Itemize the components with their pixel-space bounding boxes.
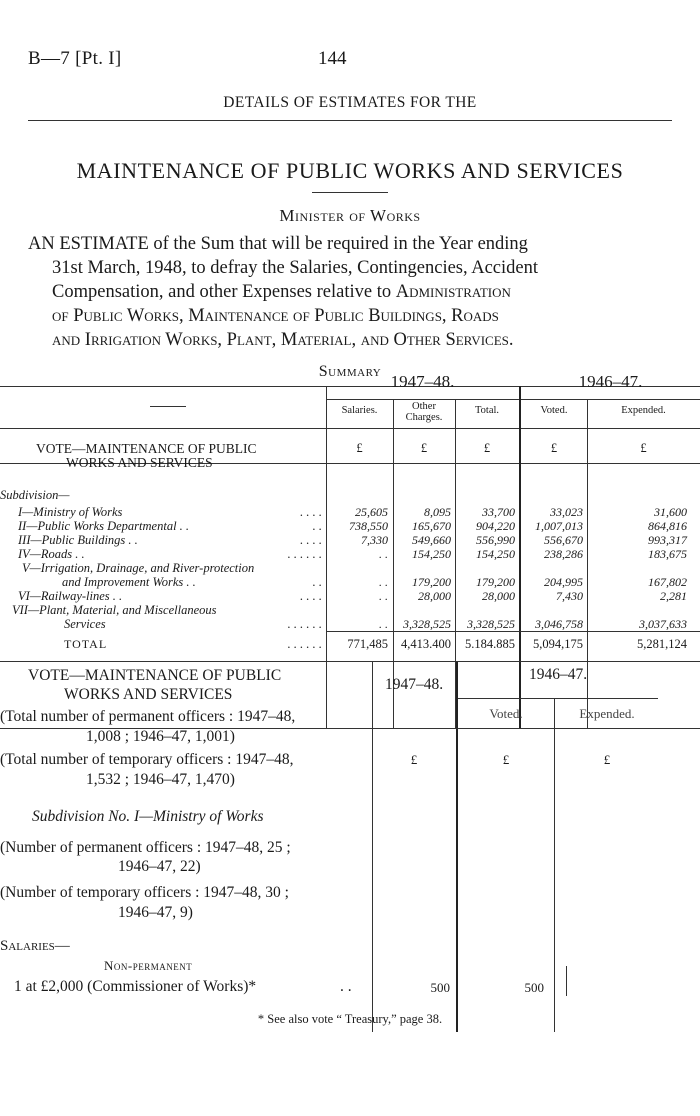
row-total: 28,000: [482, 589, 515, 603]
row-label: IV—Roads . .: [18, 547, 85, 561]
summary-row: [0, 533, 700, 547]
row-label: III—Public Buildings . .: [18, 533, 138, 547]
row-other: 165,670: [412, 519, 451, 533]
s2-temp-1: (Total number of temporary officers : 1947–48,: [0, 751, 294, 768]
total-total: 5.184.885: [465, 637, 515, 651]
s2-perm-2: 1,008 ; 1946–47, 1,001): [86, 728, 235, 745]
page-title: MAINTENANCE OF PUBLIC WORKS AND SERVICES: [76, 158, 624, 183]
total-dots: . . . . . .: [287, 637, 322, 651]
summary-pound-vot: £: [550, 441, 558, 455]
summary-pound-exp: £: [640, 441, 647, 455]
col-expended: Expended.: [621, 405, 666, 416]
total-voted: 5,094,175: [533, 637, 583, 651]
s2-col-expended: Expended.: [579, 706, 635, 721]
row-other: 154,250: [412, 547, 451, 561]
s2-sub-temp-1: (Number of temporary officers : 1947–48, 30 ;: [0, 884, 289, 901]
total-bottom-rule: [0, 661, 700, 662]
summary-row: [0, 547, 700, 561]
row-dots: . . . .: [300, 533, 322, 547]
summary-head-rule: [0, 428, 700, 429]
row-voted: 238,286: [544, 547, 583, 561]
row-expended: 993,317: [648, 533, 687, 547]
estimate-line-1: AN ESTIMATE of the Sum that will be required in the Year ending: [28, 234, 528, 254]
row-other: 549,660: [412, 533, 451, 547]
s2-item-dots: . .: [340, 978, 352, 995]
summary-heading: Summary: [318, 363, 382, 380]
row-expended: 3,037,633: [639, 617, 687, 631]
summary-year-2: 1946–47.: [578, 372, 643, 391]
s2-amount-1948: 500: [430, 980, 450, 995]
summary-years-rule: [326, 399, 700, 400]
s2-vote-line-1: VOTE—MAINTENANCE OF PUBLIC: [28, 667, 282, 684]
s2-head-rule: [372, 728, 658, 729]
row-expended: 31,600: [654, 505, 687, 519]
title-rule: [312, 192, 388, 193]
summary-row: [0, 561, 700, 575]
row-other: 179,200: [412, 575, 451, 589]
footnote: * See also vote “ Treasury,” page 38.: [257, 1012, 443, 1026]
summary-pound-oth: £: [420, 441, 428, 455]
row-total: 154,250: [476, 547, 515, 561]
s2-pound-expended: £: [603, 752, 611, 767]
row-label: II—Public Works Departmental . .: [18, 519, 190, 533]
summary-vote-line-2: WORKS AND SERVICES: [66, 455, 213, 470]
total-salaries: 771,485: [347, 637, 388, 651]
row-voted: 3,046,758: [535, 617, 583, 631]
s2-amount-voted: 500: [524, 980, 544, 995]
row-total: 904,220: [476, 519, 515, 533]
row-expended: 183,675: [648, 547, 687, 561]
summary-year-1: 1947–48.: [390, 372, 455, 391]
row-label: I—Ministry of Works: [18, 505, 123, 519]
summary-divider-short: [150, 406, 186, 407]
total-top-rule: [326, 631, 700, 632]
row-label: V—Irrigation, Drainage, and River-protection: [22, 561, 255, 575]
s2-pound-voted: £: [502, 752, 510, 767]
row-dots: . . . .: [300, 589, 322, 603]
estimate-line-3: [28, 280, 660, 304]
row-dots: . .: [312, 519, 322, 533]
col-other-1: Other: [412, 401, 436, 412]
page-subtitle: DETAILS OF ESTIMATES FOR THE: [223, 94, 477, 111]
row-dots: . . . . . .: [287, 617, 322, 631]
summary-pound-tot: £: [483, 441, 491, 455]
row-salaries: 7,330: [361, 533, 388, 547]
row-salaries: . .: [379, 575, 388, 589]
row-voted: 1,007,013: [535, 519, 583, 533]
s2-bracket: [566, 966, 567, 996]
s2-year-2: 1946–47.: [528, 666, 588, 683]
row-other: 28,000: [418, 589, 451, 603]
row-total: 3,328,525: [467, 617, 515, 631]
col-other-2: Charges.: [405, 412, 443, 423]
s2-col-voted: Voted.: [489, 706, 523, 721]
subdivision-label: Subdivision—: [0, 488, 70, 502]
col-voted: Voted.: [540, 405, 568, 416]
row-total: 179,200: [476, 575, 515, 589]
s2-temp-2: 1,532 ; 1946–47, 1,470): [86, 771, 235, 788]
row-salaries: . .: [379, 547, 388, 561]
s2-pound-1948: £: [410, 752, 418, 767]
row-voted: 33,023: [550, 505, 583, 519]
s2-sub-perm-2: 1946–47, 22): [118, 858, 201, 875]
estimate-line-5: and Irrigation Works, Plant, Material, and Other Services.: [52, 330, 514, 350]
row-label: VII—Plant, Material, and Miscellaneous: [12, 603, 217, 617]
s2-nonperm-heading: Non-permanent: [104, 958, 193, 973]
s2-year-rule: [458, 698, 658, 699]
row-total: 33,700: [482, 505, 515, 519]
row-salaries: . .: [379, 617, 388, 631]
summary-row: [0, 519, 700, 533]
row-label: and Improvement Works . .: [62, 575, 196, 589]
row-total: 556,990: [476, 533, 515, 547]
row-salaries: 25,605: [355, 505, 388, 519]
s2-item-commissioner: 1 at £2,000 (Commissioner of Works)*: [14, 978, 257, 995]
row-expended: 864,816: [648, 519, 687, 533]
s2-subdivision: Subdivision No. I—Ministry of Works: [32, 808, 264, 825]
total-other: 4,413.400: [401, 637, 451, 651]
col-total: Total.: [474, 405, 500, 416]
s2-year-1: 1947–48.: [384, 676, 444, 693]
row-dots: . . . .: [300, 505, 322, 519]
total-expended: 5,281,124: [637, 637, 687, 651]
row-label: VI—Railway-lines . .: [18, 589, 123, 603]
estimate-line-4: of Public Works, Maintenance of Public Buildings, Roads: [52, 306, 499, 326]
s2-sub-temp-2: 1946–47, 9): [118, 904, 193, 921]
col-salaries: Salaries.: [341, 405, 378, 416]
row-dots: . . . . . .: [287, 547, 322, 561]
row-voted: 204,995: [544, 575, 583, 589]
summary-row: [0, 575, 700, 589]
s2-vline-1: [372, 662, 373, 1032]
summary-row: [0, 617, 700, 631]
row-salaries: 738,550: [349, 519, 388, 533]
col-other: [393, 401, 455, 423]
row-dots: . .: [312, 575, 322, 589]
summary-row: [0, 589, 700, 603]
summary-total-row: [0, 637, 700, 653]
s2-perm-1: (Total number of permanent officers : 1947–48,: [0, 708, 296, 725]
summary-row: [0, 603, 700, 617]
s2-vote-line-2: WORKS AND SERVICES: [64, 686, 233, 703]
summary-vote-line-1: VOTE—MAINTENANCE OF PUBLIC: [36, 441, 257, 456]
minister-heading: Minister of Works: [279, 206, 421, 225]
row-voted: 556,670: [544, 533, 583, 547]
s2-vline-3: [554, 698, 555, 1032]
row-salaries: . .: [379, 589, 388, 603]
row-voted: 7,430: [556, 589, 583, 603]
estimate-line-3a: Compensation, and other Expenses relative to: [52, 282, 396, 302]
row-other: 8,095: [424, 505, 451, 519]
row-expended: 2,281: [660, 589, 687, 603]
header-rule: [28, 120, 672, 121]
summary-row: [0, 505, 700, 519]
page-number: 144: [318, 48, 347, 69]
page-ref: B—7 [Pt. I]: [28, 48, 122, 69]
estimate-line-2: 31st March, 1948, to defray the Salaries, Contingencies, Accident: [52, 258, 539, 278]
s2-salaries-heading: Salaries—: [0, 938, 70, 954]
estimate-line-3b: Administration: [395, 282, 511, 302]
row-label: Services: [64, 617, 106, 631]
total-label: TOTAL: [64, 637, 108, 651]
summary-pound-sal: £: [356, 441, 363, 455]
s2-sub-perm-1: (Number of permanent officers : 1947–48, 25 ;: [0, 839, 291, 856]
estimate-paragraph: [28, 232, 660, 352]
row-expended: 167,802: [648, 575, 687, 589]
row-other: 3,328,525: [403, 617, 451, 631]
